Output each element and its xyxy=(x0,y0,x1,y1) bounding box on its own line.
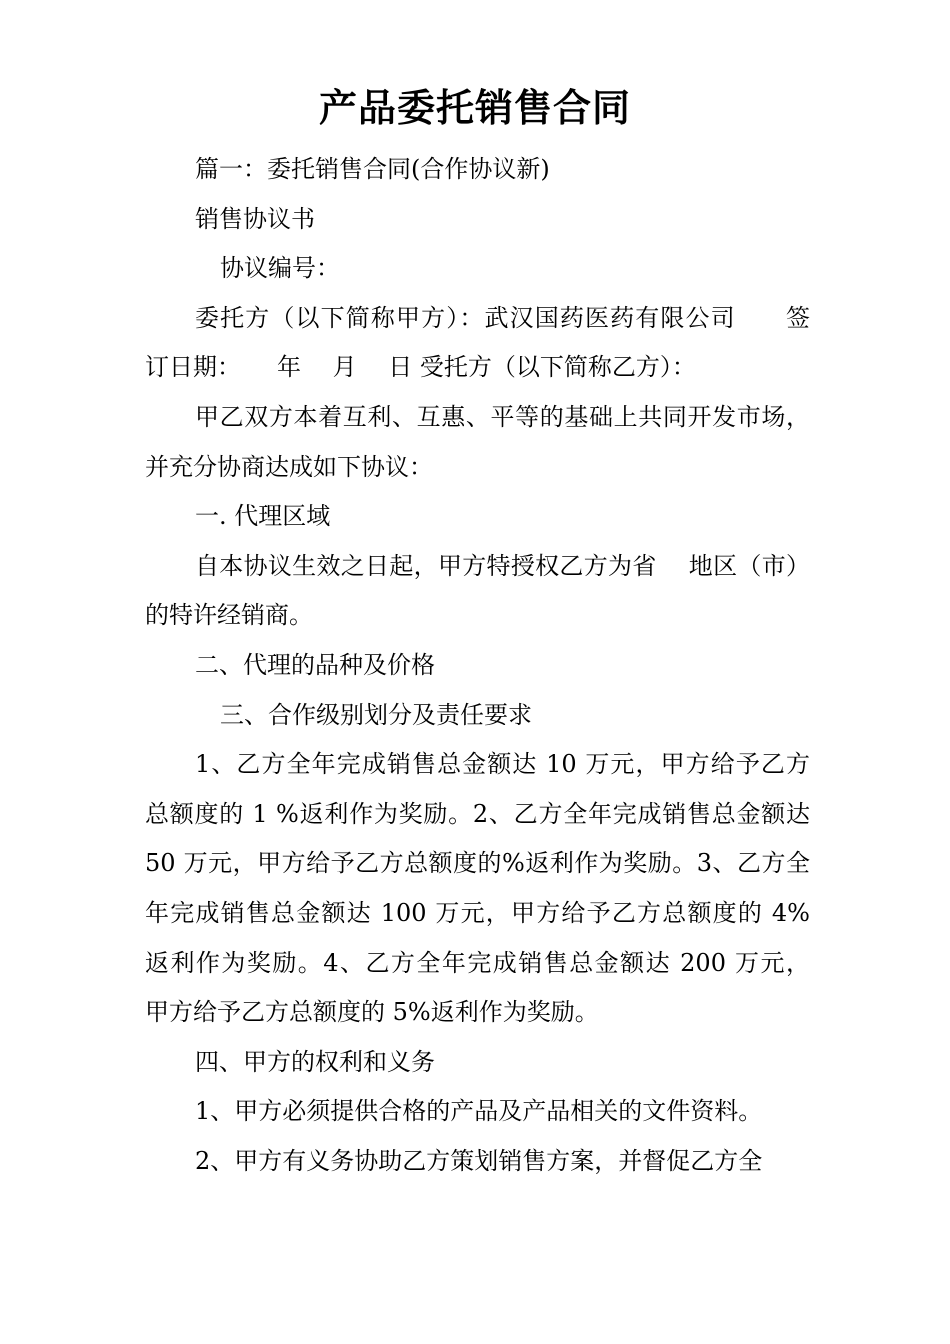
paragraph-line: 订日期： 年 月 日 受托方（以下简称乙方）： xyxy=(145,353,696,382)
paragraph-line: 年完成销售总金额达 100 万元，甲方给予乙方总额度的 4% xyxy=(145,898,810,927)
paragraph-line: 返利作为奖励。4、乙方全年完成销售总金额达 200 万元， xyxy=(145,948,810,977)
paragraph-line: 甲乙双方本着互利、互惠、平等的基础上共同开发市场， xyxy=(195,402,810,431)
document-body xyxy=(145,145,810,1186)
paragraph-line: 50 万元，甲方给予乙方总额度的%返利作为奖励。3、乙方全 xyxy=(145,849,810,878)
paragraph-line: 委托方（以下简称甲方）：武汉国药医药有限公司 签 xyxy=(195,303,810,332)
paragraph-line: 并充分协商达成如下协议： xyxy=(145,452,433,481)
section-heading: 一. 代理区域 xyxy=(195,502,331,531)
section-heading: 三、合作级别划分及责任要求 xyxy=(220,700,532,729)
paragraph-line: 1、甲方必须提供合格的产品及产品相关的文件资料。 xyxy=(195,1097,763,1126)
paragraph-line: 销售协议书 xyxy=(195,204,315,233)
paragraph-line: 协议编号： xyxy=(220,254,340,283)
section-heading: 二、代理的品种及价格 xyxy=(195,650,435,679)
paragraph-line: 1、乙方全年完成销售总金额达 10 万元，甲方给予乙方 xyxy=(195,750,810,779)
paragraph-line: 的特许经销商。 xyxy=(145,601,313,630)
paragraph-line: 甲方给予乙方总额度的 5%返利作为奖励。 xyxy=(145,998,599,1027)
document-title: 产品委托销售合同 xyxy=(318,85,631,130)
paragraph-line: 篇一：委托销售合同(合作协议新) xyxy=(195,155,550,183)
section-heading: 四、甲方的权利和义务 xyxy=(195,1047,435,1076)
paragraph-line: 总额度的 1 %返利作为奖励。2、乙方全年完成销售总金额达 xyxy=(145,799,810,828)
paragraph-line: 2、甲方有义务协助乙方策划销售方案，并督促乙方全 xyxy=(195,1146,763,1175)
paragraph-line: 自本协议生效之日起，甲方特授权乙方为省 地区（市） xyxy=(195,551,810,580)
